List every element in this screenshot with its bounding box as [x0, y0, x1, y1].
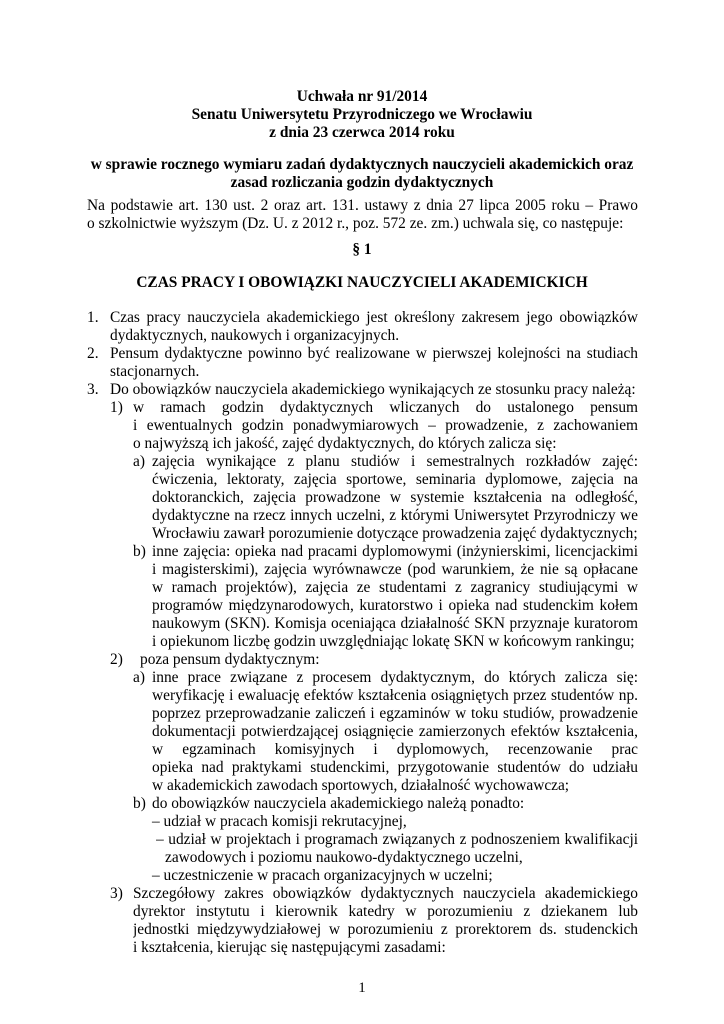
page-number: 1	[358, 980, 366, 996]
body-line: Czas pracy nauczyciela akademickiego jest określony zakresem jego obowiązków	[110, 309, 638, 326]
item-marker: b)	[133, 543, 146, 560]
body-line: Pensum dydaktyczne powinno być realizowane w pierwszej kolejności na studiach	[110, 345, 638, 362]
body-line: stacjonarnych.	[110, 363, 200, 380]
body-line: dyrektor instytutu i kierownik katedry w porozumieniu z dziekanem lub	[133, 903, 638, 920]
body-line: jednostki międzywydziałowej w porozumieniu z prorektorem ds. studenckich	[133, 921, 638, 938]
body-line: doktoranckich, zajęcia prowadzone w systemie kształcenia na odległość,	[152, 489, 638, 506]
body-line: i kształcenia, kierując się następującymi zasadami:	[133, 939, 446, 956]
body-line: programów międzynarodowych, kuratorstwo i opieka nad studenckim kołem	[152, 597, 638, 614]
body-line: i ewentualnych godzin ponadwymiarowych – prowadzenie, z zachowaniem	[133, 417, 638, 434]
body-line: dydaktyczne na rzecz innych uczelni, z którymi Uniwersytet Przyrodniczy we	[152, 507, 638, 524]
body-line: dokumentacji potwierdzającej osiągnięcie zamierzonych efektów kształcenia,	[152, 723, 638, 740]
body-line: poprzez przeprowadzanie zaliczeń i egzaminów w toku studiów, prowadzenie	[152, 705, 638, 722]
body-line: ćwiczenia, lektoraty, zajęcia sportowe, seminaria dyplomowe, zajęcia na	[152, 471, 638, 488]
body-line: w ramach godzin dydaktycznych wliczanych do ustalonego pensum	[133, 399, 638, 416]
body-line: i magisterskimi), zajęcia wyrównawcze (pod warunkiem, że nie są opłacane	[152, 561, 638, 578]
body-line: – udział w pracach komisji rekrutacyjnej,	[152, 813, 407, 830]
body-line: – uczestniczenie w pracach organizacyjnych w uczelni;	[152, 867, 493, 884]
resolution-date: z dnia 23 czerwca 2014 roku	[269, 124, 455, 141]
section-heading: CZAS PRACY I OBOWIĄZKI NAUCZYCIELI AKADEMICKICH	[136, 274, 588, 291]
body-line: Szczegółowy zakres obowiązków dydaktycznych nauczyciela akademickiego	[133, 885, 638, 902]
body-line: zawodowych i poziomu naukowo-dydaktycznego uczelni,	[165, 849, 523, 866]
body-line: inne prace związane z procesem dydaktycznym, do których zalicza się:	[152, 669, 638, 686]
body-line: do obowiązków nauczyciela akademickiego należą ponadto:	[152, 795, 525, 812]
item-marker: 2)	[110, 651, 123, 668]
body-line: w egzaminach komisyjnych i dyplomowych, recenzowanie prac	[152, 741, 638, 758]
body-line: w akademickich zawodach sportowych, działalność wychowawcza;	[152, 777, 570, 794]
body-line: weryfikację i ewaluację efektów kształcenia osiągniętych przez studentów np.	[152, 687, 638, 704]
item-marker: 1.	[87, 309, 99, 326]
body-line: zajęcia wynikające z planu studiów i semestralnych rozkładów zajęć:	[152, 453, 638, 470]
item-marker: 2.	[87, 345, 99, 362]
body-line: – udział w projektach i programach związanych z podnoszeniem kwalifikacji	[156, 831, 638, 848]
body-line: Do obowiązków nauczyciela akademickiego wynikających ze stosunku pracy należą:	[110, 381, 636, 398]
item-marker: a)	[133, 669, 145, 686]
body-line: naukowym (SKN). Komisja oceniająca działalność SKN przyznaje kuratorom	[152, 615, 638, 632]
subject-line-1: w sprawie rocznego wymiaru zadań dydaktycznych nauczycieli akademickich oraz	[90, 156, 634, 173]
resolution-title: Uchwała nr 91/2014	[296, 88, 428, 105]
preamble-line-1: Na podstawie art. 130 ust. 2 oraz art. 131. ustawy z dnia 27 lipca 2005 roku – Prawo	[87, 197, 638, 214]
preamble-line-2: o szkolnictwie wyższym (Dz. U. z 2012 r., poz. 572 ze. zm.) uchwala się, co następuje:	[87, 215, 624, 232]
item-marker: 1)	[110, 399, 123, 416]
body-line: o najwyższą ich jakość, zajęć dydaktycznych, do których zalicza się:	[133, 435, 557, 452]
body-line: inne zajęcia: opieka nad pracami dyplomowymi (inżynierskimi, licencjackimi	[152, 543, 638, 560]
body-line: w ramach projektów), zajęcia ze studentami z zagranicy studiującymi w	[152, 579, 638, 596]
item-marker: b)	[133, 795, 146, 812]
item-marker: a)	[133, 453, 145, 470]
section-mark: § 1	[352, 241, 372, 258]
item-marker: 3.	[87, 381, 99, 398]
body-line: dydaktycznych, naukowych i organizacyjnych.	[110, 327, 400, 344]
body-line: Wrocławiu zawarł porozumienie dotyczące prowadzenia zajęć dydaktycznych;	[152, 525, 638, 542]
body-line: opieka nad praktykami studenckimi, przygotowanie studentów do udziału	[152, 759, 638, 776]
item-marker: 3)	[110, 885, 123, 902]
senate-name: Senatu Uniwersytetu Przyrodniczego we Wrocławiu	[191, 106, 533, 123]
body-line: poza pensum dydaktycznym:	[140, 651, 320, 668]
body-line: i opiekunom liczbę godzin uwzględniając lokatę SKN w końcowym rankingu;	[152, 633, 635, 650]
subject-line-2: zasad rozliczania godzin dydaktycznych	[230, 174, 494, 191]
